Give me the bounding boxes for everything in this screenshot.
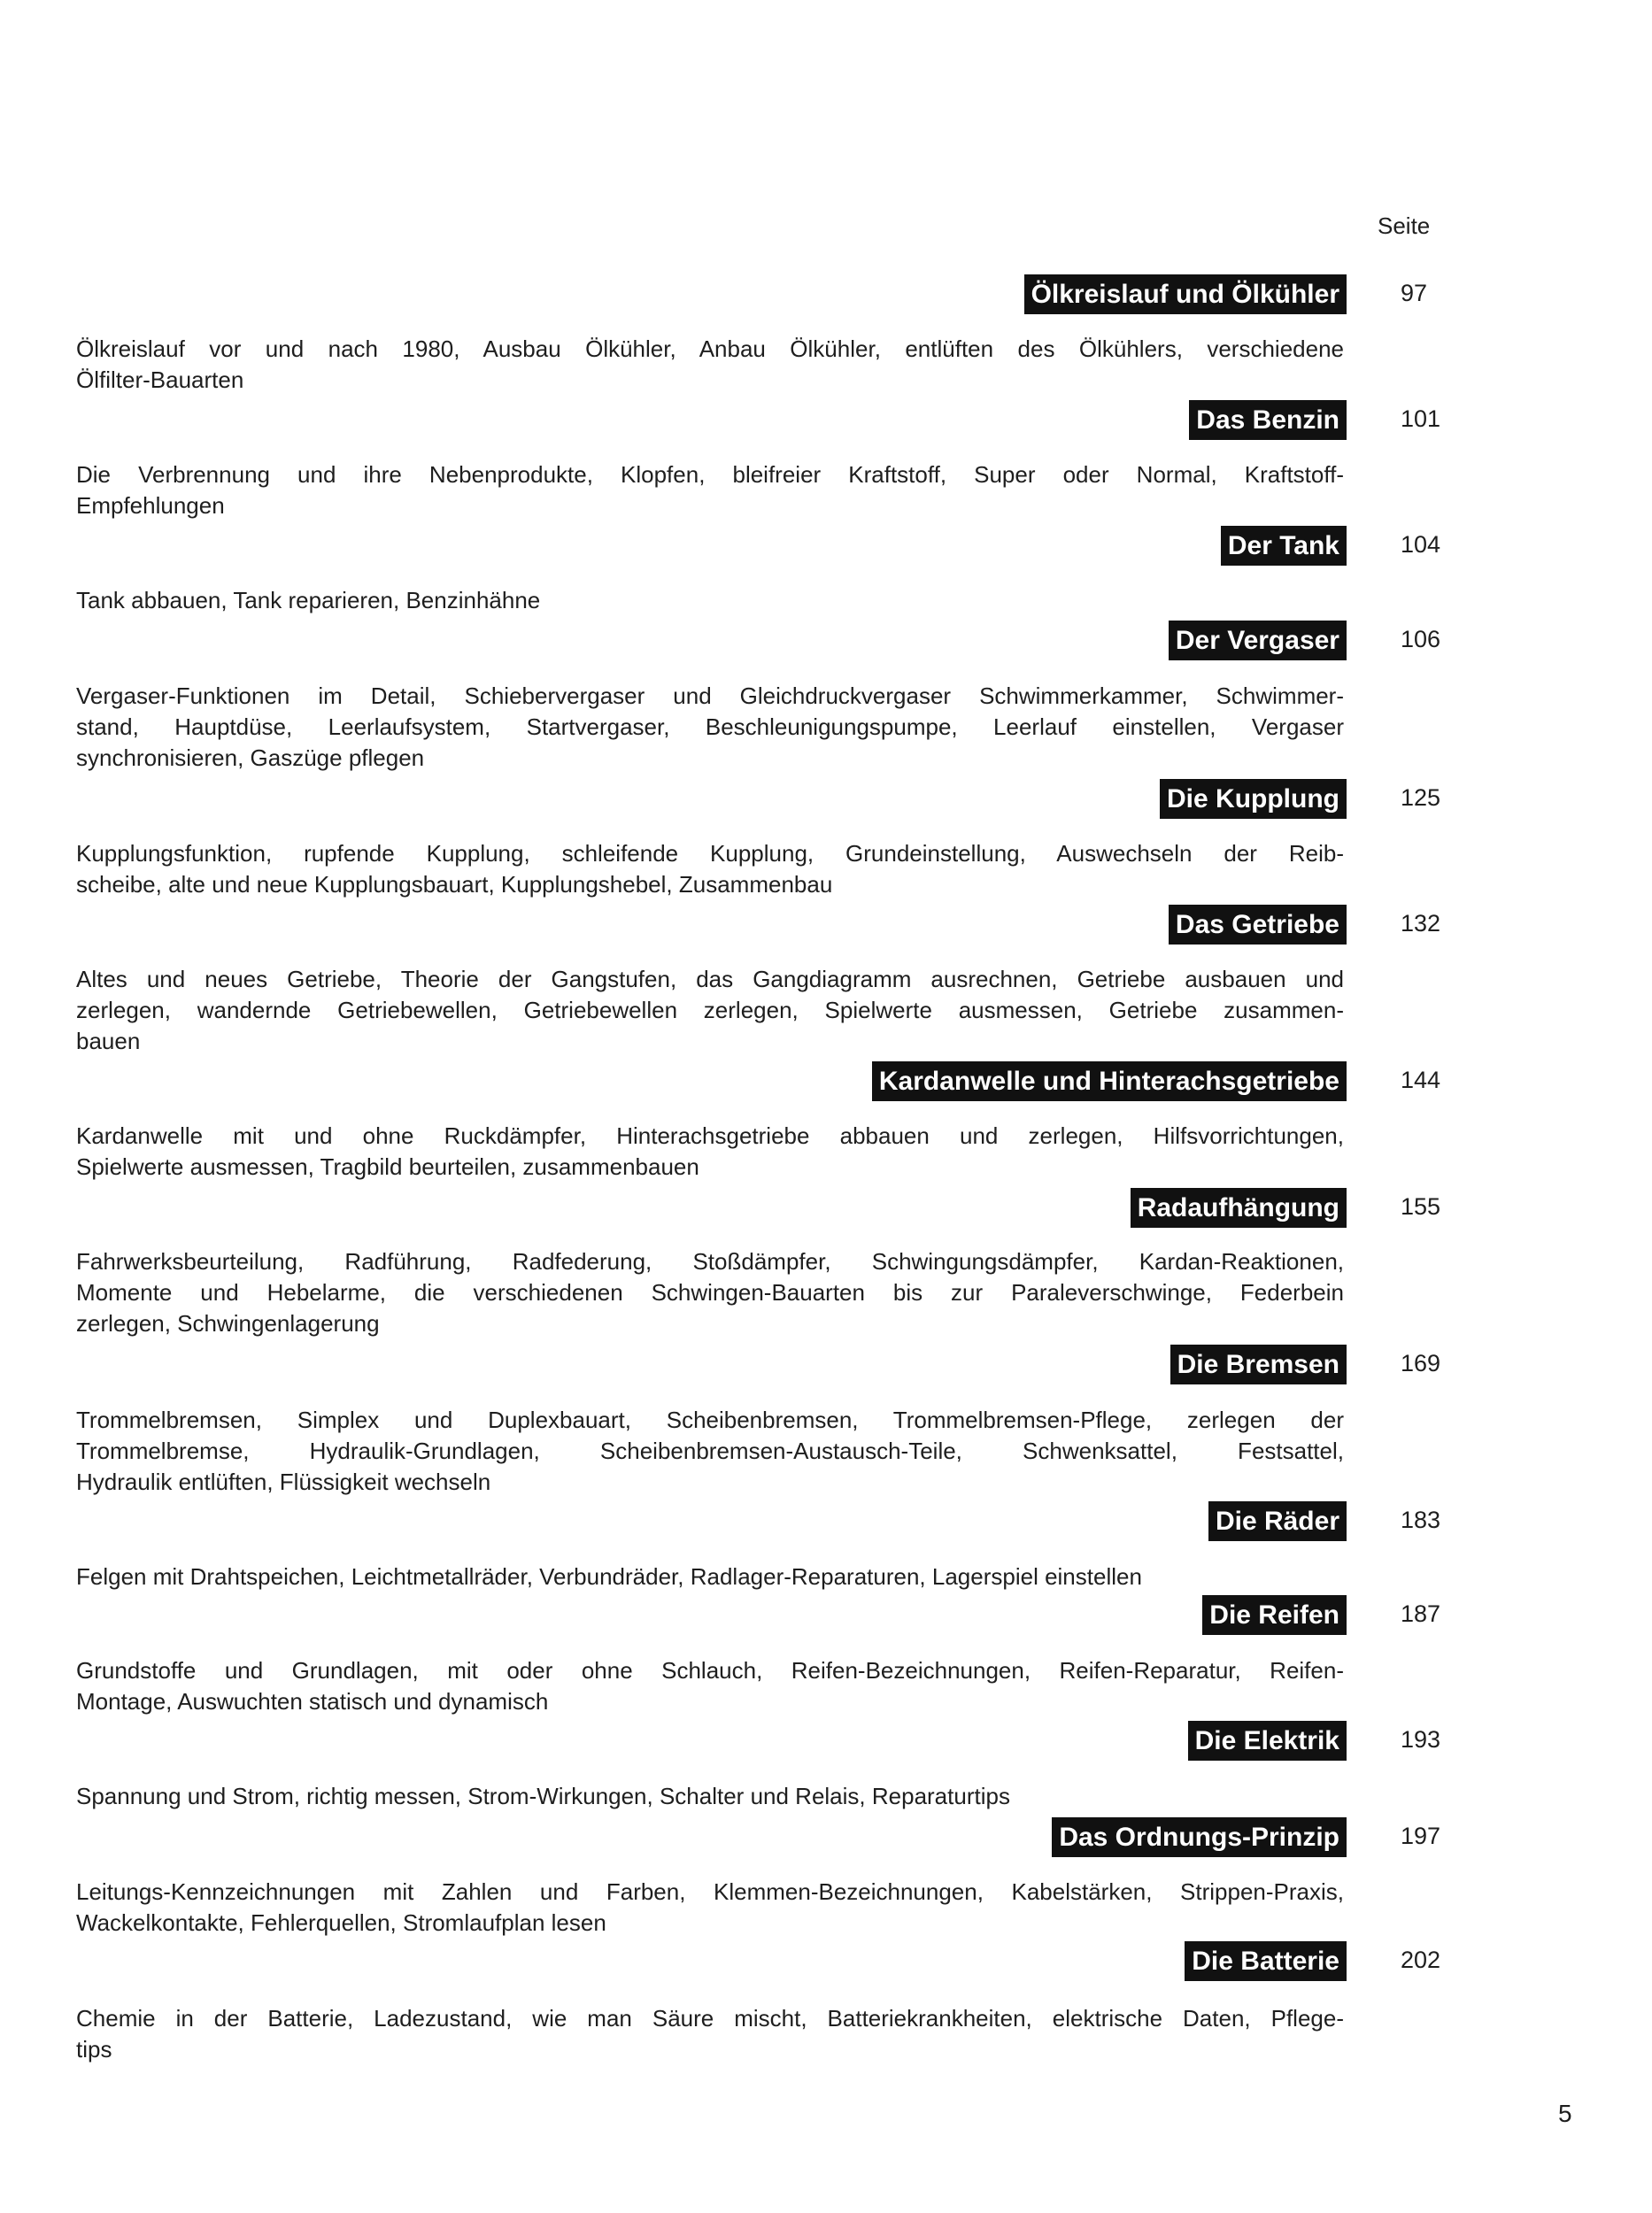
chapter-title: Der Vergaser: [1169, 621, 1347, 660]
description-line: Kupplungsfunktion, rupfende Kupplung, schleifende Kupplung, Grundeinstellung, Auswechseln der Reib-: [76, 840, 1344, 867]
chapter-page-number: 197: [1401, 1823, 1441, 1849]
description-line: Die Verbrennung und ihre Nebenprodukte, Klopfen, bleifreier Kraftstoff, Super oder Normal, Kraftstoff-: [76, 461, 1344, 488]
chapter-page-number: 144: [1401, 1067, 1441, 1093]
description-line: Montage, Auswuchten statisch und dynamisch: [76, 1688, 549, 1715]
description-line: stand, Hauptdüse, Leerlaufsystem, Startvergaser, Beschleunigungspumpe, Leerlauf einstellen, Vergaser: [76, 713, 1344, 740]
chapter-description: [76, 1561, 1344, 1592]
page-number: 5: [1558, 2100, 1572, 2127]
chapter-description: [76, 1781, 1344, 1812]
chapter-description: [76, 1246, 1344, 1339]
chapter-description: [76, 585, 1344, 616]
description-line: Tank abbauen, Tank reparieren, Benzinhähne: [76, 587, 541, 613]
chapter-title: Ölkreislauf und Ölkühler: [1024, 274, 1347, 314]
chapter-description: [76, 681, 1344, 774]
chapter-page-number: 187: [1401, 1600, 1441, 1627]
description-line: Ölfilter-Bauarten: [76, 366, 244, 393]
chapter-title: Radaufhängung: [1131, 1188, 1347, 1228]
description-line: Leitungs-Kennzeichnungen mit Zahlen und Farben, Klemmen-Bezeichnungen, Kabelstärken, Strippen-Praxis,: [76, 1878, 1344, 1905]
chapter-title: Die Elektrik: [1188, 1721, 1347, 1761]
chapter-page-number: 106: [1401, 626, 1441, 652]
chapter-page-number: 132: [1401, 910, 1441, 937]
chapter-description: [76, 964, 1344, 1057]
chapter-title: Kardanwelle und Hinterachsgetriebe: [872, 1061, 1347, 1101]
description-line: Spannung und Strom, richtig messen, Strom-Wirkungen, Schalter und Relais, Reparaturtips: [76, 1783, 1010, 1809]
chapter-page-number: 125: [1401, 784, 1441, 811]
chapter-page-number: 97: [1401, 280, 1428, 306]
description-line: tips: [76, 2036, 112, 2063]
description-line: Empfehlungen: [76, 492, 225, 519]
description-line: Trommelbremsen, Simplex und Duplexbauart, Scheibenbremsen, Trommelbremsen-Pflege, zerlegen der: [76, 1407, 1344, 1433]
chapter-title: Die Kupplung: [1160, 779, 1347, 819]
description-line: Fahrwerksbeurteilung, Radführung, Radfederung, Stoßdämpfer, Schwingungsdämpfer, Kardan-Reaktionen,: [76, 1248, 1344, 1275]
chapter-page-number: 169: [1401, 1350, 1441, 1376]
description-line: Trommelbremse, Hydraulik-Grundlagen, Scheibenbremsen-Austausch-Teile, Schwenksattel, Festsattel,: [76, 1438, 1344, 1464]
chapter-description: [76, 334, 1344, 396]
description-line: zerlegen, wandernde Getriebewellen, Getriebewellen zerlegen, Spielwerte ausmessen, Getriebe zusammen-: [76, 997, 1344, 1023]
description-line: bauen: [76, 1028, 141, 1054]
chapter-page-number: 101: [1401, 405, 1441, 432]
chapter-description: [76, 1877, 1344, 1939]
description-line: Momente und Hebelarme, die verschiedenen Schwingen-Bauarten bis zur Paraleverschwinge, Federbein: [76, 1279, 1344, 1306]
chapter-title: Das Ordnungs-Prinzip: [1052, 1817, 1347, 1857]
chapter-page-number: 193: [1401, 1726, 1441, 1753]
description-line: Vergaser-Funktionen im Detail, Schiebervergaser und Gleichdruckvergaser Schwimmerkammer, Schwimmer-: [76, 682, 1344, 709]
chapter-page-number: 202: [1401, 1947, 1441, 1973]
description-line: scheibe, alte und neue Kupplungsbauart, Kupplungshebel, Zusammenbau: [76, 871, 833, 898]
description-line: Chemie in der Batterie, Ladezustand, wie man Säure mischt, Batteriekrankheiten, elektrische Daten, Pflege-: [76, 2005, 1344, 2032]
chapter-description: [76, 838, 1344, 900]
chapter-title: Das Benzin: [1189, 400, 1347, 440]
chapter-title: Die Räder: [1208, 1501, 1347, 1541]
chapter-page-number: 104: [1401, 531, 1441, 558]
chapter-description: [76, 1405, 1344, 1498]
description-line: Felgen mit Drahtspeichen, Leichtmetallräder, Verbundräder, Radlager-Reparaturen, Lagerspiel einstellen: [76, 1563, 1142, 1590]
description-line: Grundstoffe und Grundlagen, mit oder ohne Schlauch, Reifen-Bezeichnungen, Reifen-Reparatur, Reifen-: [76, 1657, 1344, 1684]
chapter-title: Die Bremsen: [1170, 1345, 1347, 1384]
chapter-title: Die Batterie: [1185, 1941, 1347, 1981]
chapter-page-number: 183: [1401, 1507, 1441, 1533]
description-line: synchronisieren, Gaszüge pflegen: [76, 744, 425, 771]
page-column-label: Seite: [1378, 212, 1431, 239]
chapter-title: Der Tank: [1221, 526, 1347, 566]
description-line: Wackelkontakte, Fehlerquellen, Stromlaufplan lesen: [76, 1909, 606, 1936]
chapter-title: Das Getriebe: [1169, 905, 1347, 945]
description-line: Ölkreislauf vor und nach 1980, Ausbau Ölkühler, Anbau Ölkühler, entlüften des Ölkühlers, verschiedene: [76, 335, 1344, 362]
chapter-title: Die Reifen: [1202, 1595, 1347, 1635]
chapter-page-number: 155: [1401, 1193, 1441, 1220]
chapter-description: [76, 1121, 1344, 1183]
chapter-description: [76, 1655, 1344, 1717]
description-line: Spielwerte ausmessen, Tragbild beurteilen, zusammenbauen: [76, 1153, 699, 1180]
description-line: zerlegen, Schwingenlagerung: [76, 1310, 380, 1337]
description-line: Altes und neues Getriebe, Theorie der Gangstufen, das Gangdiagramm ausrechnen, Getriebe ausbauen und: [76, 966, 1344, 992]
chapter-description: [76, 459, 1344, 521]
chapter-description: [76, 2003, 1344, 2065]
description-line: Kardanwelle mit und ohne Ruckdämpfer, Hinterachsgetriebe abbauen und zerlegen, Hilfsvorrichtungen,: [76, 1122, 1344, 1149]
description-line: Hydraulik entlüften, Flüssigkeit wechseln: [76, 1469, 491, 1495]
